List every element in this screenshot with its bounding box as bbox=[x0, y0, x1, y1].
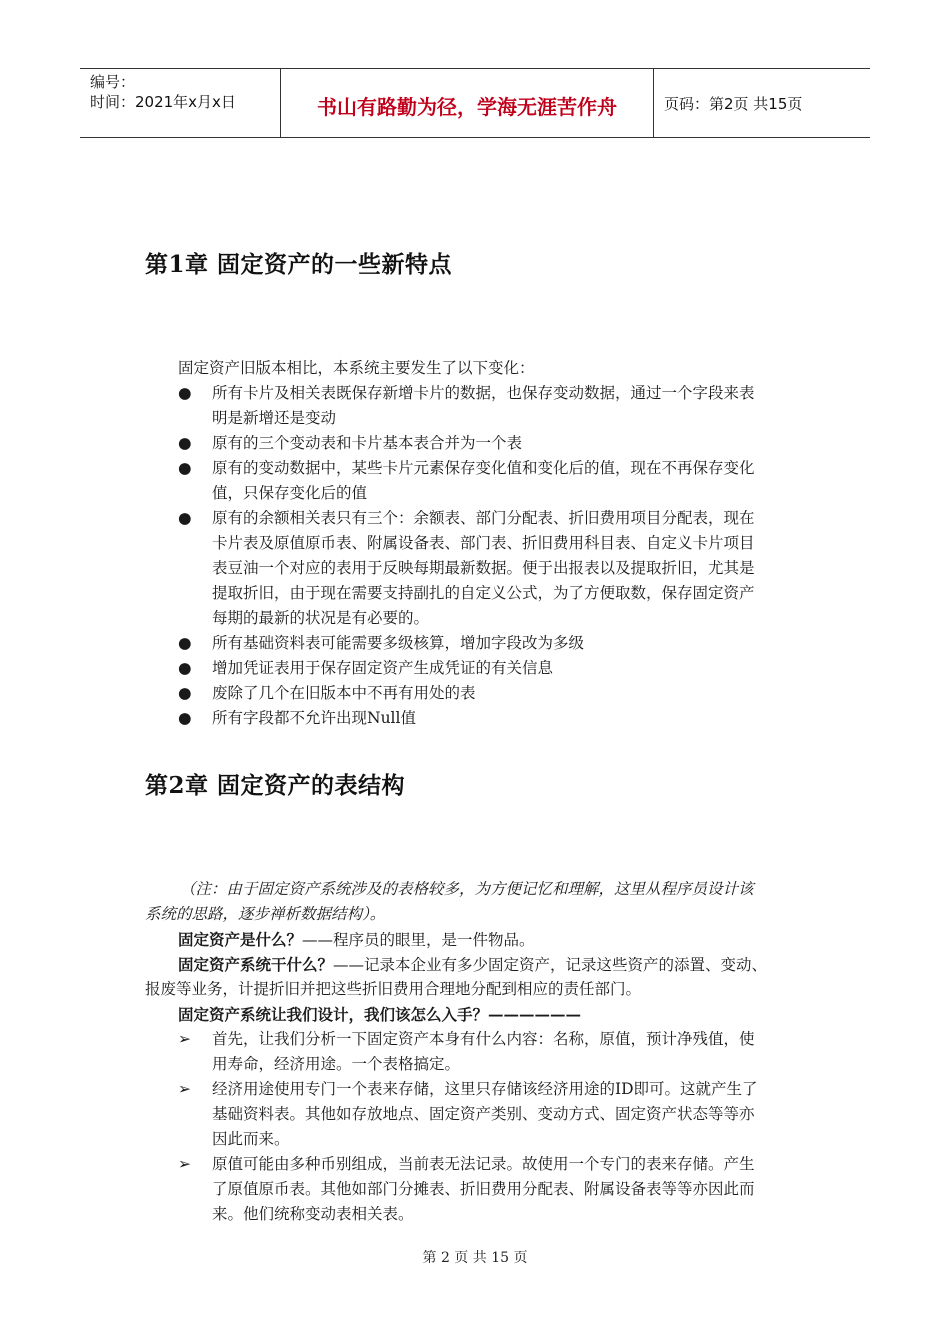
chapter-1-list-item-line: 卡片表及原值原币表、附属设备表、部门表、折旧费用科目表、自定义卡片项目 bbox=[212, 534, 755, 552]
chapter-2-list-item-line: 来。他们统称变动表相关表。 bbox=[212, 1205, 414, 1223]
chapter-2-list-item-line: 基础资料表。其他如存放地点、固定资产类别、变动方式、固定资产状态等等亦 bbox=[212, 1105, 755, 1123]
chapter-1-list-item-line: 所有基础资料表可能需要多级核算，增加字段改为多级 bbox=[212, 634, 585, 652]
chapter-1-list-item-line: 值，只保存变化后的值 bbox=[212, 484, 368, 502]
chapter-2-title: 第2章 固定资产的表结构 bbox=[145, 772, 406, 799]
chapter-1-list-item-line: 所有字段都不允许出现Null值 bbox=[212, 709, 416, 727]
chapter-2-list-item bbox=[178, 1077, 828, 1152]
chapter-1-list-item-line: 废除了几个在旧版本中不再有用处的表 bbox=[212, 684, 476, 702]
chapter-2-list-item bbox=[178, 1152, 828, 1227]
time-label: 时间：2021年x月x日 bbox=[90, 93, 236, 111]
chapter-2-list-item-line: 首先，让我们分析一下固定资产本身有什么内容：名称，原值，预计净残值，使 bbox=[212, 1030, 755, 1048]
header-meta-cell bbox=[80, 69, 281, 137]
chapter-1-list-item-line: 增加凭证表用于保存固定资产生成凭证的有关信息 bbox=[212, 659, 554, 677]
bullet-marker: ● bbox=[178, 709, 192, 727]
chapter-2-list-item-line: 因此而来。 bbox=[212, 1130, 290, 1148]
chapter-1-list-item-line: 原有的余额相关表只有三个：余额表、部门分配表、折旧费用项目分配表，现在 bbox=[212, 509, 755, 527]
arrow-marker: ➢ bbox=[178, 1030, 191, 1048]
page-footer: 第 2 页 共 15 页 bbox=[422, 1250, 528, 1266]
number-label: 编号： bbox=[90, 73, 136, 91]
chapter-1-list-item bbox=[178, 706, 828, 731]
chapter-1-list-item-line: 明是新增还是变动 bbox=[212, 409, 337, 427]
question-what-is-asset-answer: ——程序员的眼里，是一件物品。 bbox=[302, 931, 535, 949]
bullet-marker: ● bbox=[178, 684, 192, 702]
chapter-1-list-item bbox=[178, 631, 828, 656]
chapter-2-list-item-line: 经济用途使用专门一个表来存储，这里只存储该经济用途的ID即可。这就产生了 bbox=[212, 1080, 758, 1098]
question-what-does-system-do bbox=[178, 952, 767, 978]
chapter-2-list-item-line: 原值可能由多种币别组成，当前表无法记录。故使用一个专门的表来存储。产生 bbox=[212, 1155, 755, 1173]
chapter-1-list-item bbox=[178, 381, 828, 431]
chapter-1-intro: 固定资产旧版本相比，本系统主要发生了以下变化： bbox=[178, 359, 535, 377]
chapter-2-list-item-line: 了原值原币表。其他如部门分摊表、折旧费用分配表、附属设备表等等亦因此而 bbox=[212, 1180, 755, 1198]
arrow-marker: ➢ bbox=[178, 1080, 191, 1098]
chapter-1-list-item bbox=[178, 656, 828, 681]
chapter-1-list-item-line: 提取折旧，由于现在需要支持副扎的自定义公式，为了方便取数，保存固定资产 bbox=[212, 584, 755, 602]
question-what-is-asset bbox=[178, 927, 535, 953]
header-page-cell bbox=[654, 69, 870, 137]
bullet-marker: ● bbox=[178, 659, 192, 677]
chapter-2-arrow-list bbox=[178, 1027, 828, 1227]
chapter-2-note-line-2: 系统的思路，逐步禅析数据结构）。 bbox=[145, 905, 386, 923]
chapter-1-list-item-line: 每期的最新的状况是有必要的。 bbox=[212, 609, 430, 627]
chapter-1-list-item-line: 原有的变动数据中，某些卡片元素保存变化值和变化后的值，现在不再保存变化 bbox=[212, 459, 755, 477]
question-how-to-start: 固定资产系统让我们设计，我们该怎么入手？—————— bbox=[178, 1005, 582, 1024]
bullet-marker: ● bbox=[178, 509, 192, 527]
chapter-1-list-item bbox=[178, 431, 828, 456]
chapter-2-note-line-1: （注：由于固定资产系统涉及的表格较多，为方便记忆和理解，这里从程序员设计该 bbox=[180, 880, 754, 898]
motto: 书山有路勤为径，学海无涯苦作舟 bbox=[317, 95, 617, 119]
chapter-1-list-item-line: 所有卡片及相关表既保存新增卡片的数据，也保存变动数据，通过一个字段来表 bbox=[212, 384, 755, 402]
chapter-1-list-item-line: 原有的三个变动表和卡片基本表合并为一个表 bbox=[212, 434, 523, 452]
bullet-marker: ● bbox=[178, 434, 192, 452]
question-what-does-system-do-bold: 固定资产系统干什么？ bbox=[178, 955, 334, 974]
chapter-1-list-item bbox=[178, 456, 828, 506]
question-what-does-system-do-answer: ——记录本企业有多少固定资产，记录这些资产的添置、变动、 bbox=[333, 956, 768, 974]
chapter-2-list-item-line: 用寿命，经济用途。一个表格搞定。 bbox=[212, 1055, 461, 1073]
arrow-marker: ➢ bbox=[178, 1155, 191, 1173]
chapter-1-title: 第1章 固定资产的一些新特点 bbox=[145, 251, 453, 278]
header-page-label: 页码：第2页 共15页 bbox=[664, 95, 803, 113]
page-header bbox=[80, 68, 870, 138]
bullet-marker: ● bbox=[178, 384, 192, 402]
chapter-2-list-item bbox=[178, 1027, 828, 1077]
chapter-1-bullet-list bbox=[178, 381, 828, 731]
chapter-1-list-item bbox=[178, 506, 828, 631]
question-what-does-system-do-line-2: 报废等业务，计提折旧并把这些折旧费用合理地分配到相应的责任部门。 bbox=[145, 980, 642, 998]
bullet-marker: ● bbox=[178, 459, 192, 477]
header-motto-cell bbox=[281, 69, 654, 137]
chapter-1-list-item bbox=[178, 681, 828, 706]
chapter-1-list-item-line: 表豆油一个对应的表用于反映每期最新数据。便于出报表以及提取折旧，尤其是 bbox=[212, 559, 755, 577]
question-what-is-asset-bold: 固定资产是什么？ bbox=[178, 930, 303, 949]
bullet-marker: ● bbox=[178, 634, 192, 652]
